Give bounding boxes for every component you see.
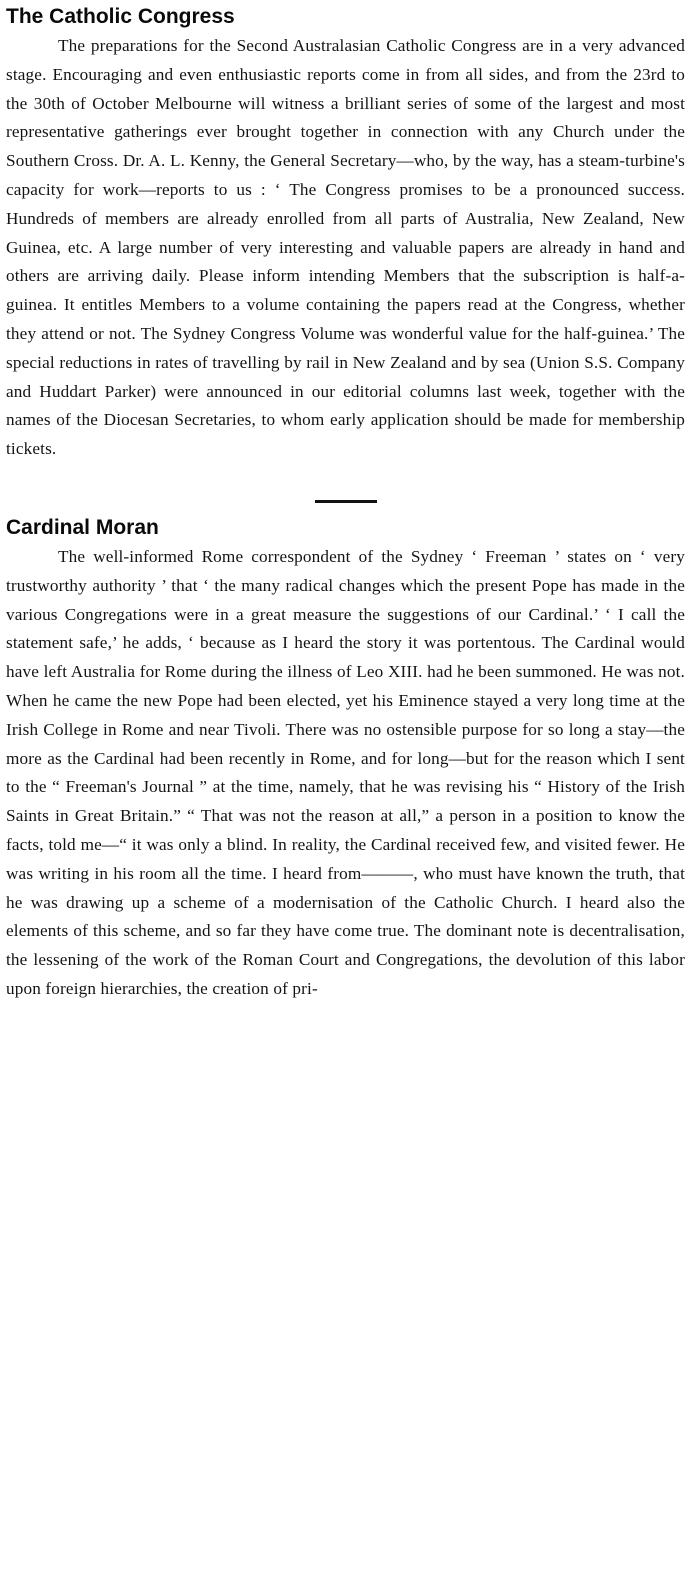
section-divider <box>315 500 377 503</box>
article-heading: The Catholic Congress <box>6 5 235 28</box>
article-body: The well-informed Rome correspondent of the Sydney ‘ Freeman ’ states on ‘ very trustworthy authority ’ that ‘ the many radical changes which the present Pope has made in the various Congregations were in a great measure the suggestions of our Cardinal.’ ‘ I call the statement safe,’ he adds, ‘ because as I heard the story it was portentous. The Cardinal would have left Australia for Rome during the illness of Leo XIII. had he been summoned. He was not. When he came the new Pope had been elected, yet his Eminence stayed a very long time at the Irish College in Rome and near Tivoli. There was no ostensible purpose for so long a stay—the more as the Cardinal had been recently in Rome, and for long—but for the reason which I sent to the “ Freeman's Journal ” at the time, namely, that he was revising his “ History of the Irish Saints in Great Britain.” “ That was not the reason at all,” a person in a position to know the facts, told me—“ it was only a blind. In reality, the Cardinal received few, and visited fewer. He was writing in his room all the time. I heard from———, who must have known the truth, that he was drawing up a scheme of a modernisation of the Catholic Church. I heard also the elements of this scheme, and so far they have come true. The dominant note is decentralisation, the lessening of the work of the Roman Court and Congregations, the devolution of this labor upon foreign hierarchies, the creation of pri- <box>6 546 685 998</box>
article-cardinal-moran <box>6 513 685 1004</box>
article-heading: Cardinal Moran <box>6 515 159 539</box>
article-body: The preparations for the Second Australasian Catholic Congress are in a very advanced stage. Encouraging and even enthusiastic reports come in from all sides, and from the 23rd to the 30th of October Melbourne will witness a brilliant series of some of the largest and most representative gatherings ever brought together in connection with any Church under the Southern Cross. Dr. A. L. Kenny, the General Secretary—who, by the way, has a steam-turbine's capacity for work—reports to us : ‘ The Congress promises to be a pronounced success. Hundreds of members are already enrolled from all parts of Australia, New Zealand, New Guinea, etc. A large number of very interesting and valuable papers are already in hand and others are arriving daily. Please inform intending Members that the subscription is half-a-guinea. It entitles Members to a volume containing the papers read at the Congress, whether they attend or not. The Sydney Congress Volume was wonderful value for the half-guinea.’ The special reductions in rates of travelling by rail in New Zealand and by sea (Union S.S. Company and Huddart Parker) were announced in our editorial columns last week, together with the names of the Diocesan Secretaries, to whom early application should be made for membership tickets. <box>6 36 685 459</box>
article-catholic-congress <box>6 2 685 464</box>
